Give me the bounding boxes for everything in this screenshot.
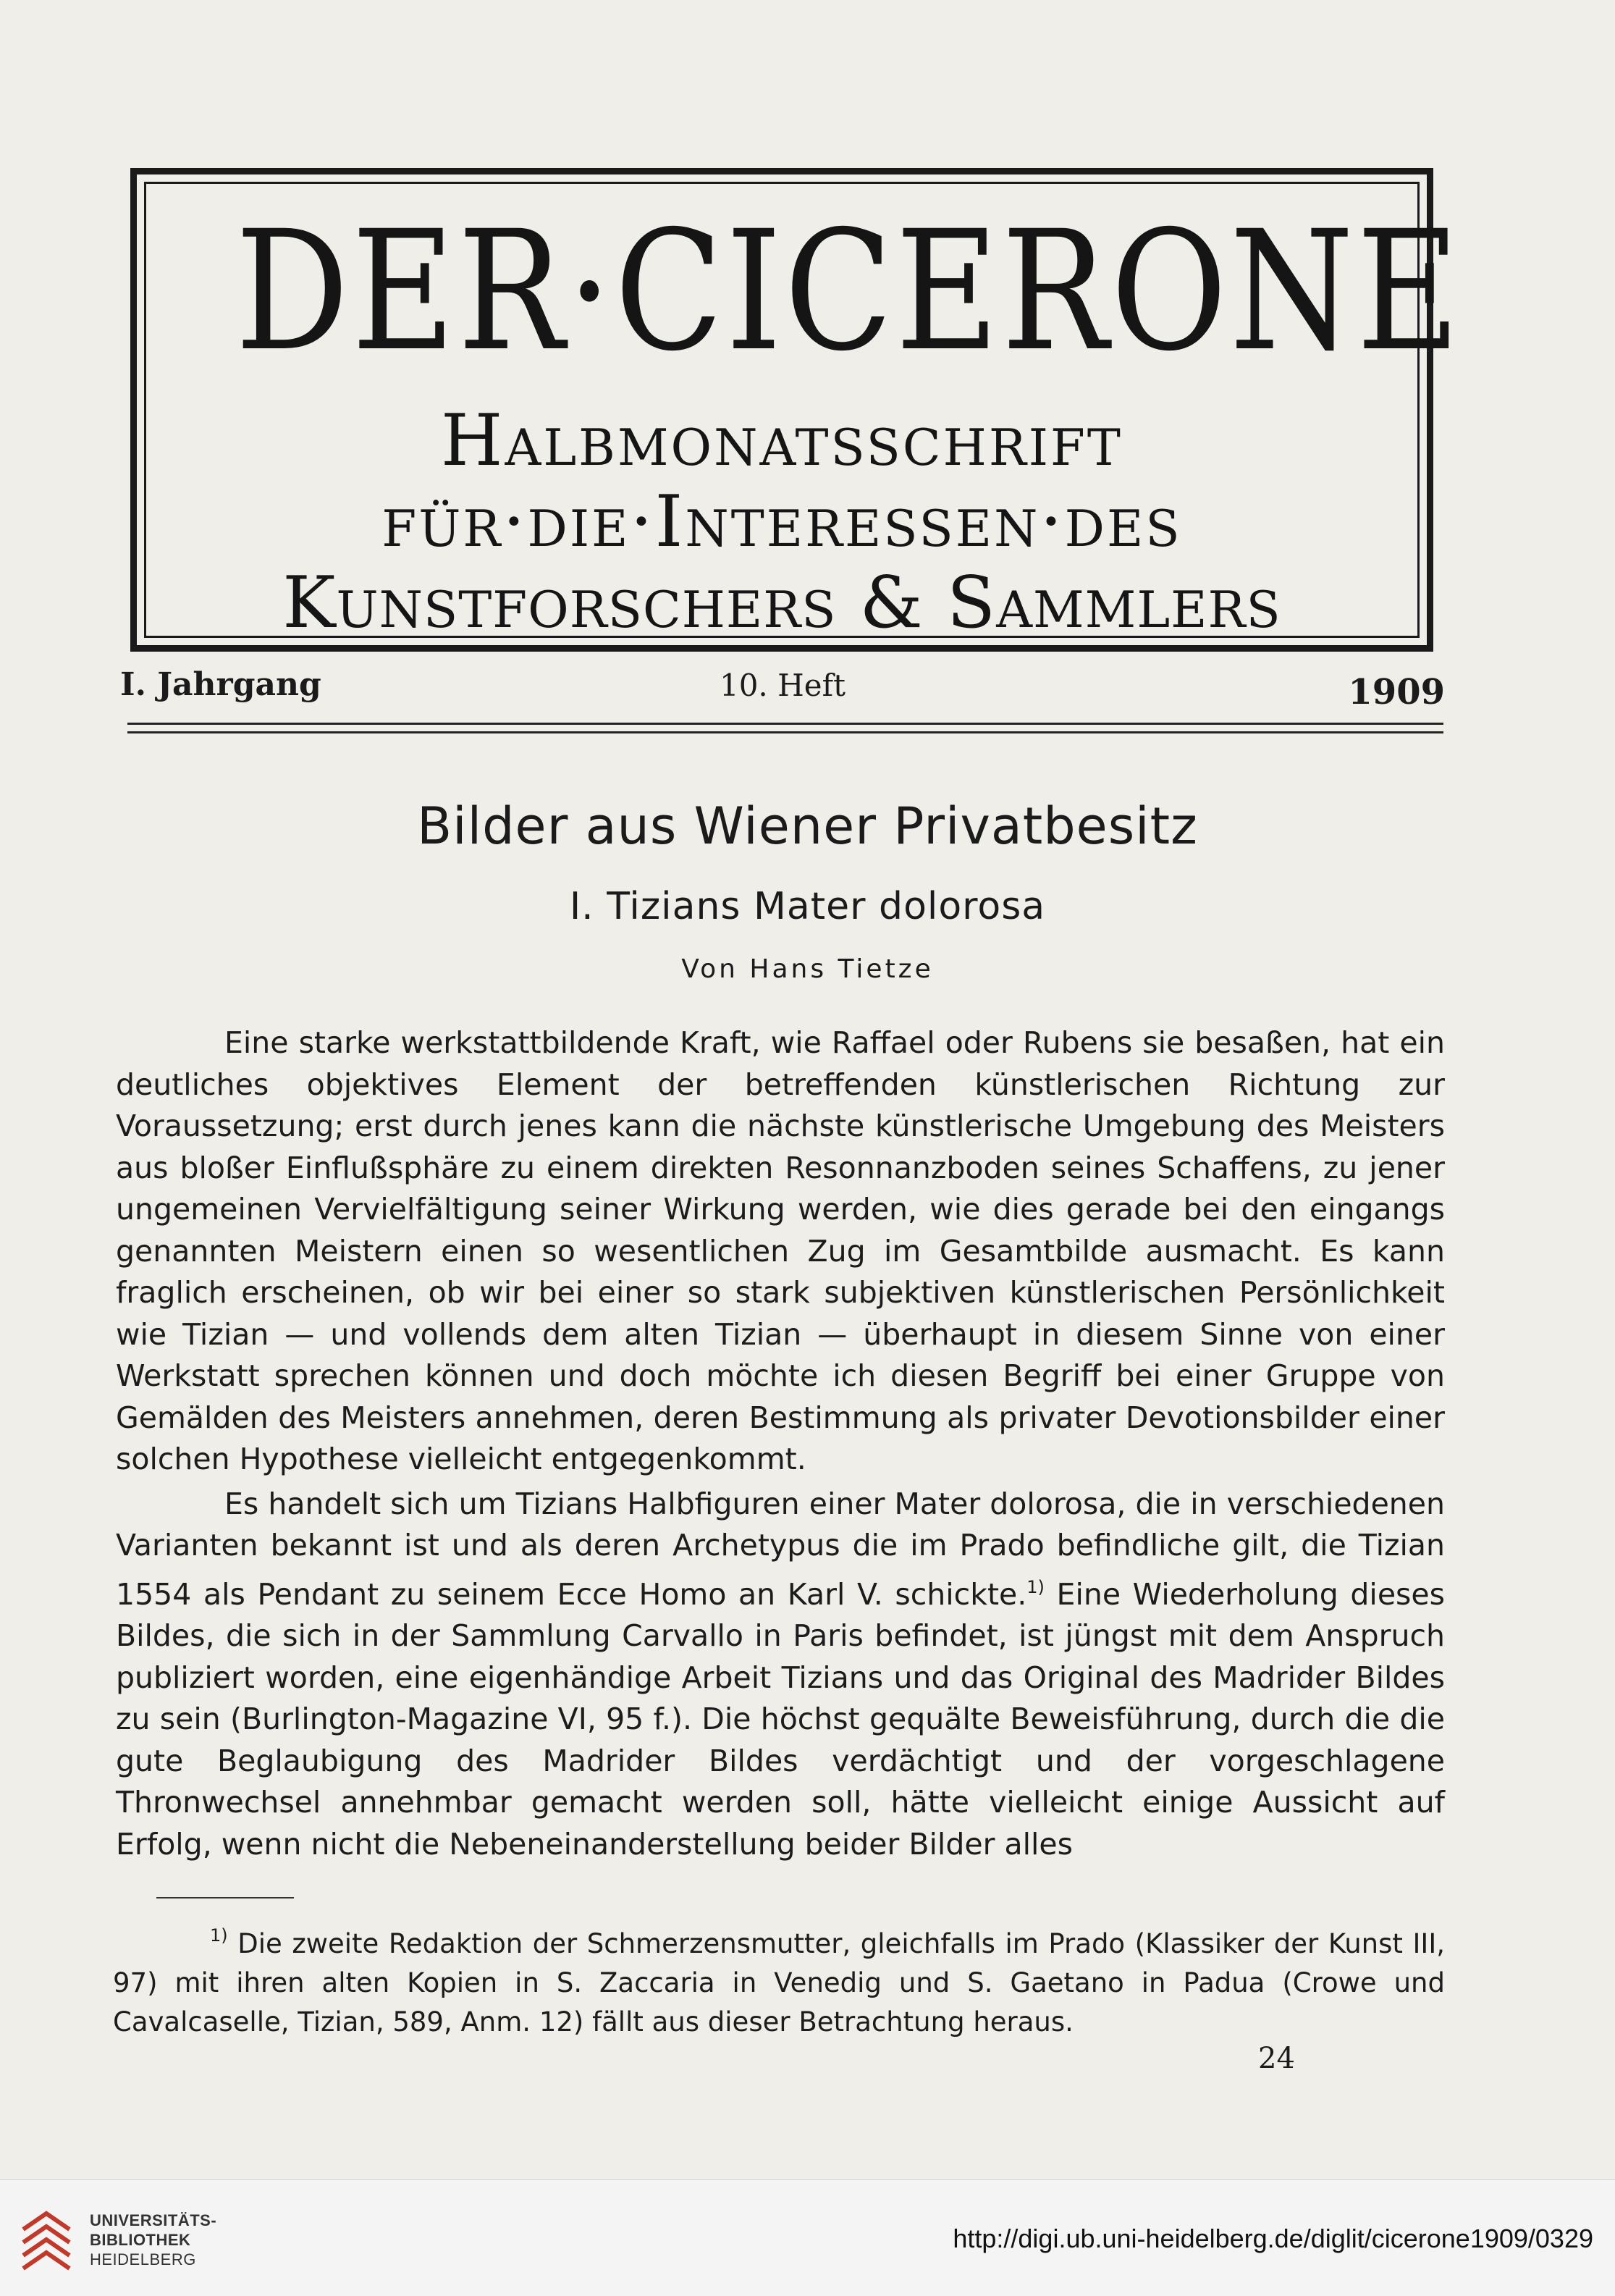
library-name-line: BIBLIOTHEK <box>90 2231 191 2249</box>
page-number: 24 <box>1258 2042 1295 2075</box>
article-subtitle: I. Tizians Mater dolorosa <box>569 885 1046 928</box>
footnote-marker: 1) <box>210 1925 228 1946</box>
footnote <box>113 1916 1445 2042</box>
issue-volume: I. Jahrgang <box>120 666 321 703</box>
footnote-text: Die zweite Redaktion der Schmerzensmutter, gleichfalls im Prado (Klassiker der Kunst III, 97) mit ihren alten Kopien in S. Zaccaria in Venedig und S. Gaetano in Padua (Crowe und Cavalcaselle, Tizian, 589, Anm. 12) fällt aus dieser Betrachtung heraus. <box>113 1928 1445 2038</box>
library-name <box>90 2211 216 2269</box>
issue-number: 10. Heft <box>719 668 846 703</box>
issue-info-row <box>120 666 1445 710</box>
paragraph-text: Es handelt sich um Tizians Halbfiguren einer Mater dolorosa, die in verschiedenen Varianten bekannt ist und als deren Archetypus die im Prado befindliche gilt, die Tizian 1554 als Pendant zu seinem Ecce Homo an Karl V. schickte. <box>116 1486 1445 1612</box>
masthead-subtitle-line-3: Kunstforschers & Sammlers <box>282 562 1281 644</box>
digital-library-footer <box>0 2179 1615 2296</box>
masthead-inner-frame <box>144 182 1463 644</box>
permalink-url[interactable]: http://digi.ub.uni-heidelberg.de/diglit/cicerone1909/0329 <box>953 2224 1593 2253</box>
footnote-reference: 1) <box>1026 1576 1045 1597</box>
masthead-title: DER·CICERONE <box>235 195 1463 387</box>
masthead-frame <box>130 168 1463 652</box>
header-rule-top <box>127 723 1443 725</box>
masthead-subtitle-line-2: für·die·Interessen·des <box>381 481 1182 563</box>
footnote-rule <box>156 1897 294 1898</box>
paragraph: Eine starke werkstattbildende Kraft, wie Raffael oder Rubens sie besaßen, hat ein deutliches objektives Element der betreffenden künstlerischen Richtung zur Voraussetzung; erst durch jenes kann die nächste künstlerische Umgebung des Meisters aus bloßer Einflußsphäre zu einem direkten Resonnanzboden seines Schaffens, zu jener ungemeinen Vervielfältigung seiner Wirkung werden, wie dies gerade bei den eingangs genannten Meistern einen so wesentlichen Zug im Gesamtbilde ausmacht. Es kann fraglich erscheinen, ob wir bei einer so stark subjektiven künstlerischen Persönlichkeit wie Tizian — und vollends dem alten Tizian — überhaupt in diesem Sinne von einer Werkstatt sprechen können und doch möchte ich diesen Begriff bei einer Gruppe von Gemälden des Meisters annehmen, deren Bestimmung als privater Devotionsbilder einer solchen Hypothese vielleicht entgegenkommt. <box>116 1025 1445 1476</box>
article-body <box>116 1022 1445 1865</box>
paragraph-text-continued: Eine Wiederholung dieses Bildes, die sich in der Sammlung Carvallo in Paris befindet, ist jüngst mit dem Anspruch publiziert worden, eine eigenhändige Arbeit Tizians und das Original des Madrider Bildes zu sein (Burlington-Magazine VI, 95 f.). Die höchst gequälte Beweisführung, durch die die gute Beglaubigung des Madrider Bildes verdächtigt und der vorgeschlagene Thronwechsel annehmbar gemacht werden soll, hätte vielleicht einige Aussicht auf Erfolg, wenn nicht die Nebeneinanderstellung beider Bilder alles <box>116 1576 1445 1862</box>
library-name-line: UNIVERSITÄTS- <box>90 2211 217 2229</box>
masthead-subtitle-line-1: Halbmonatsschrift <box>441 400 1123 482</box>
header-rule-bottom <box>127 731 1443 733</box>
article-title: Bilder aus Wiener Privatbesitz <box>417 796 1198 856</box>
paragraph <box>116 1484 1445 1866</box>
library-name-line: HEIDELBERG <box>90 2250 196 2268</box>
article-author: Von Hans Tietze <box>681 954 934 984</box>
issue-year: 1909 <box>1348 672 1445 712</box>
ub-heidelberg-logo-icon[interactable] <box>17 2208 78 2274</box>
